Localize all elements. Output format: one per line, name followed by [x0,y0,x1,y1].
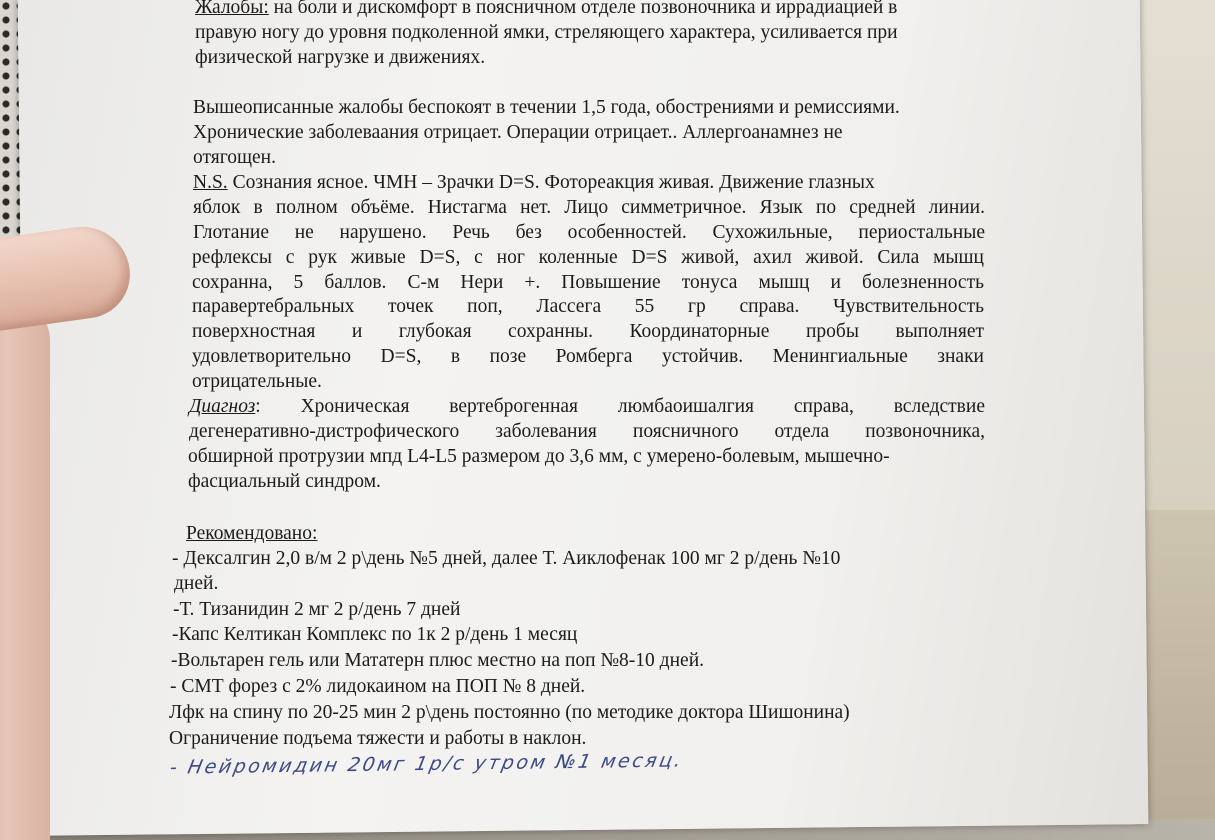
text-line: -Вольтарен гель или Мататерн плюс местно на поп №8-10 дней. [171,650,705,671]
text-line: дегенеративно-дистрофического заболевания поясничного отдела позвоночника, [189,421,985,442]
text-line: -Капс Келтикан Комплекс по 1к 2 р/день 1 месяц [172,624,578,645]
text-line: Ограничение подъема тяжести и работы в наклон. [169,728,587,749]
handwritten-note: - Нейромидин 20мг 1р/с утром №1 месяц. [167,749,686,779]
text-line: - Дексалгин 2,0 в/м 2 р\день №5 дней, далее Т. Аиклофенак 100 мг 2 р/день №10 [172,548,841,569]
text-line: отрицательные. [192,371,322,392]
text-line: отягощен. [193,147,276,168]
text-line: дней. [174,573,219,594]
text-line: удовлетворительно D=S, в позе Ромберга устойчив. Менингиальные знаки [192,346,984,367]
text-line: - СМТ форез с 2% лидокаином на ПОП № 8 дней. [170,676,586,697]
text-line: Глотание не нарушено. Речь без особенностей. Сухожильные, периостальные [193,222,985,243]
text-line: Хронические заболеваания отрицает. Операции отрицает.. Аллергоанамнез не [193,122,843,143]
text-line: поверхностная и глубокая сохранны. Координаторные пробы выполняет [192,321,984,342]
diagnosis-line: Диагноз: Хроническая вертеброгенная люмбаоишалгия справа, вследствие [189,396,985,417]
ns-line: N.S. Сознания ясное. ЧМН – Зрачки D=S. Фотореакция живая. Движение глазных [193,172,875,193]
recommended-heading: Рекомендовано: [186,523,318,544]
text-line: физической нагрузке и движениях. [195,47,486,68]
diagnosis-label: Диагноз [189,396,256,417]
text-line: Лфк на спину по 20-25 мин 2 р\день постоянно (по методике доктора Шишонина) [169,702,850,723]
complaints-line: Жалобы: на боли и дискомфорт в поясничном отделе позвоночника и иррадиацией в [195,0,897,21]
hand-palm [0,300,50,840]
text-line: Вышеописанные жалобы беспокоят в течении 1,5 года, обострениями и ремиссиями. [193,97,900,118]
complaints-label: Жалобы: [195,0,269,18]
text-line: обширной протрузии мпд L4-L5 размером до 3,6 мм, с умерено-болевым, мышечно- [188,446,890,467]
text-line: -Т. Тизанидин 2 мг 2 р/день 7 дней [173,599,461,620]
text-line: яблок в полном объёме. Нистагма нет. Лицо симметричное. Язык по средней линии. [193,197,985,218]
text-line: правую ногу до уровня подколенной ямки, стреляющего характера, усиливается при [195,22,898,43]
ns-label: N.S. [193,172,228,193]
text-line: сохранна, 5 баллов. С-м Нери +. Повышение тонуса мышц и болезненность [192,272,984,293]
text-line: паравертебральных точек поп, Лассега 55 гр справа. Чувствительность [192,296,984,317]
text-line: фасциальный синдром. [188,471,381,492]
text-line: рефлексы с рук живые D=S, с ног коленные D=S живой, ахил живой. Сила мышц [192,247,984,268]
